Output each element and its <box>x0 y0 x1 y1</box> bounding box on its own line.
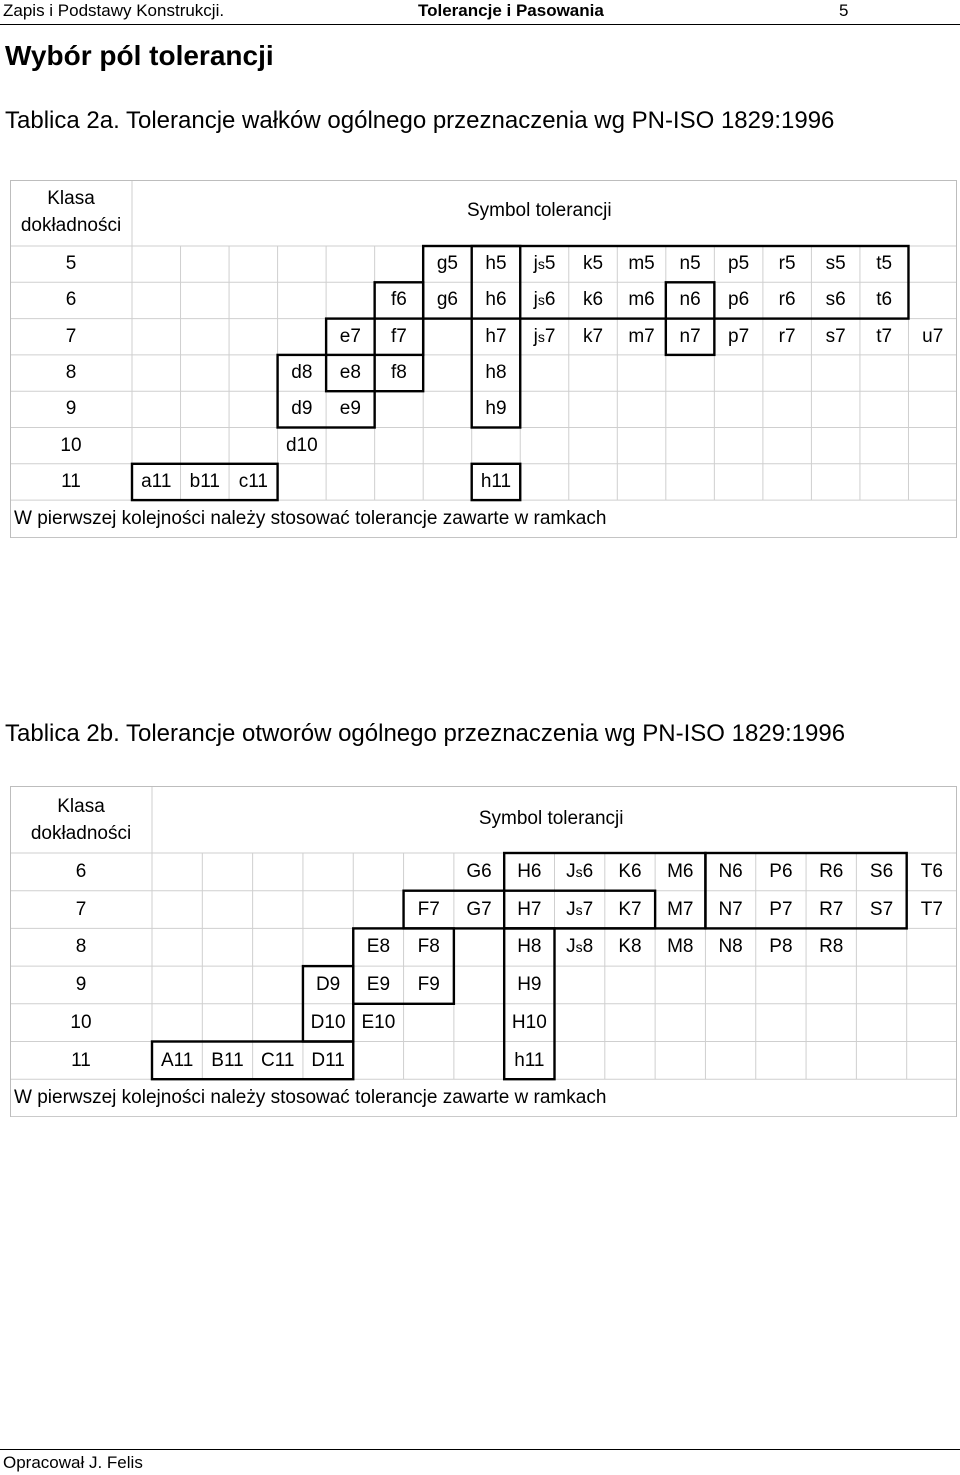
page-header <box>0 0 960 25</box>
tolerance-cell: P6 <box>769 861 793 882</box>
tolerance-cell: k7 <box>582 325 604 347</box>
row-label: 9 <box>65 398 77 420</box>
row-label: 11 <box>61 470 81 492</box>
table-2b-header-symbol: Symbol tolerancji <box>478 807 624 829</box>
tolerance-cell: g5 <box>436 253 458 274</box>
page-footer <box>0 1449 960 1472</box>
tolerance-cell: G7 <box>466 898 492 920</box>
page-number: 5 <box>839 1 849 20</box>
tolerance-cell: E8 <box>366 936 391 958</box>
tolerance-cell: p7 <box>728 325 750 347</box>
tolerance-cell: n6 <box>679 289 701 311</box>
tolerance-cell: s5 <box>825 253 846 274</box>
tolerance-cell: M7 <box>667 898 694 920</box>
tolerance-cell: b11 <box>189 470 220 492</box>
row-label: 8 <box>65 361 77 383</box>
header-center-text: Tolerancje i Pasowania <box>418 1 604 20</box>
tolerance-cell: C11 <box>261 1049 295 1071</box>
tolerance-cell: Js8 <box>566 936 594 958</box>
tolerance-cell: N7 <box>718 898 743 920</box>
footer-author: Opracował J. Felis <box>3 1453 143 1472</box>
tolerance-cell: K6 <box>618 861 642 882</box>
tolerance-cell: N6 <box>718 861 743 882</box>
tolerance-cell: h5 <box>485 253 507 274</box>
tolerance-cell: s7 <box>825 325 846 347</box>
tolerance-cell: A11 <box>160 1049 194 1071</box>
row-label: 11 <box>71 1049 91 1071</box>
row-label: 5 <box>65 253 77 274</box>
tolerance-cell: r5 <box>778 253 796 274</box>
tolerance-cell: h11 <box>480 470 512 492</box>
tolerance-cell: N8 <box>718 936 743 958</box>
tolerance-cell: r6 <box>778 289 796 311</box>
tolerance-cell: c11 <box>238 470 268 492</box>
tolerance-cell: H9 <box>517 974 542 996</box>
row-label: 6 <box>65 289 77 311</box>
tolerance-cell: Js6 <box>566 861 594 882</box>
tolerance-cell: P8 <box>769 936 793 958</box>
row-label: 10 <box>70 1011 92 1033</box>
tolerance-cell: js6 <box>533 289 556 311</box>
table-2a-header-class: Klasa dokładności <box>20 187 122 236</box>
tolerance-cell: e9 <box>339 398 361 420</box>
tolerance-cell: S6 <box>869 861 894 882</box>
tolerance-cell: k5 <box>582 253 604 274</box>
tolerance-cell: T6 <box>920 861 943 882</box>
tolerance-cell: T7 <box>920 898 943 920</box>
tolerance-cell: h8 <box>485 361 507 383</box>
tolerance-cell: d8 <box>291 361 313 383</box>
row-label: 7 <box>65 325 77 347</box>
tolerance-cell: js7 <box>533 325 556 347</box>
tolerance-cell: P7 <box>769 898 793 920</box>
tolerance-cell: d10 <box>285 434 318 456</box>
table-2b <box>10 786 957 1117</box>
table-2a-header-symbol: Symbol tolerancji <box>466 199 612 221</box>
tolerance-cell: H6 <box>517 861 542 882</box>
tolerance-cell: M8 <box>667 936 694 958</box>
tolerance-cell: D9 <box>315 974 341 996</box>
tolerance-cell: f8 <box>390 361 407 383</box>
tolerance-cell: D10 <box>310 1011 346 1033</box>
tolerance-cell: u7 <box>922 325 944 347</box>
header-left-text: Zapis i Podstawy Konstrukcji. <box>3 1 225 20</box>
tolerance-cell: h11 <box>514 1049 545 1071</box>
tolerance-cell: t5 <box>876 253 893 274</box>
tolerance-cell: Js7 <box>566 898 594 920</box>
tolerance-cell: m5 <box>628 253 655 274</box>
row-label: 8 <box>75 936 87 958</box>
tolerance-cell: g6 <box>436 289 458 311</box>
tolerance-cell: K8 <box>618 936 642 958</box>
table-2a-note: W pierwszej kolejności należy stosować tolerancje zawarte w ramkach <box>14 508 607 530</box>
tolerance-cell: R8 <box>819 936 844 958</box>
table-2b-header-class: Klasa dokładności <box>30 795 132 844</box>
tolerance-cell: n7 <box>679 325 701 347</box>
row-label: 6 <box>75 861 87 882</box>
tolerance-cell: K7 <box>618 898 642 920</box>
tolerance-cell: H10 <box>511 1011 547 1033</box>
tolerance-cell: s6 <box>825 289 846 311</box>
tolerance-cell: G6 <box>466 861 492 882</box>
tolerance-cell: n5 <box>679 253 701 274</box>
tolerance-cell: f6 <box>390 289 407 311</box>
tolerance-cell: a11 <box>141 470 172 492</box>
tolerance-cell: d9 <box>291 398 313 420</box>
tolerance-cell: D11 <box>311 1049 345 1071</box>
tolerance-cell: e8 <box>339 361 361 383</box>
tolerance-cell: E10 <box>361 1011 396 1033</box>
tolerance-cell: h7 <box>485 325 507 347</box>
tolerance-cell: h6 <box>485 289 507 311</box>
tolerance-cell: t6 <box>876 289 893 311</box>
tolerance-cell: t7 <box>876 325 893 347</box>
row-label: 7 <box>75 898 87 920</box>
tolerance-cell: e7 <box>339 325 361 347</box>
table-2b-caption: Tablica 2b. Tolerancje otworów ogólnego przeznaczenia wg PN-ISO 1829:1996 <box>5 720 846 747</box>
tolerance-cell: m6 <box>628 289 655 311</box>
tolerance-cell: f7 <box>390 325 407 347</box>
tolerance-cell: k6 <box>582 289 604 311</box>
tolerance-cell: F8 <box>417 936 440 958</box>
tolerance-cell: H8 <box>517 936 542 958</box>
tolerance-cell: R7 <box>819 898 844 920</box>
tolerance-cell: E9 <box>366 974 391 996</box>
table-2b-note: W pierwszej kolejności należy stosować tolerancje zawarte w ramkach <box>14 1087 607 1109</box>
tolerance-cell: r7 <box>778 325 796 347</box>
table-2a-caption: Tablica 2a. Tolerancje wałków ogólnego przeznaczenia wg PN-ISO 1829:1996 <box>5 107 835 134</box>
tolerance-cell: H7 <box>517 898 542 920</box>
tolerance-cell: p6 <box>728 289 750 311</box>
tolerance-cell: S7 <box>869 898 894 920</box>
row-label: 10 <box>60 434 82 456</box>
tolerance-cell: js5 <box>533 253 556 274</box>
tolerance-cell: M6 <box>667 861 694 882</box>
tolerance-cell: F9 <box>417 974 440 996</box>
section-title: Wybór pól tolerancji <box>5 40 274 71</box>
tolerance-cell: F7 <box>417 898 440 920</box>
tolerance-cell: m7 <box>628 325 655 347</box>
row-label: 9 <box>75 974 87 996</box>
tolerance-cell: R6 <box>819 861 844 882</box>
tolerance-cell: h9 <box>485 398 507 420</box>
tolerance-cell: p5 <box>728 253 750 274</box>
tolerance-cell: B11 <box>211 1049 244 1071</box>
table-2a <box>10 180 957 538</box>
